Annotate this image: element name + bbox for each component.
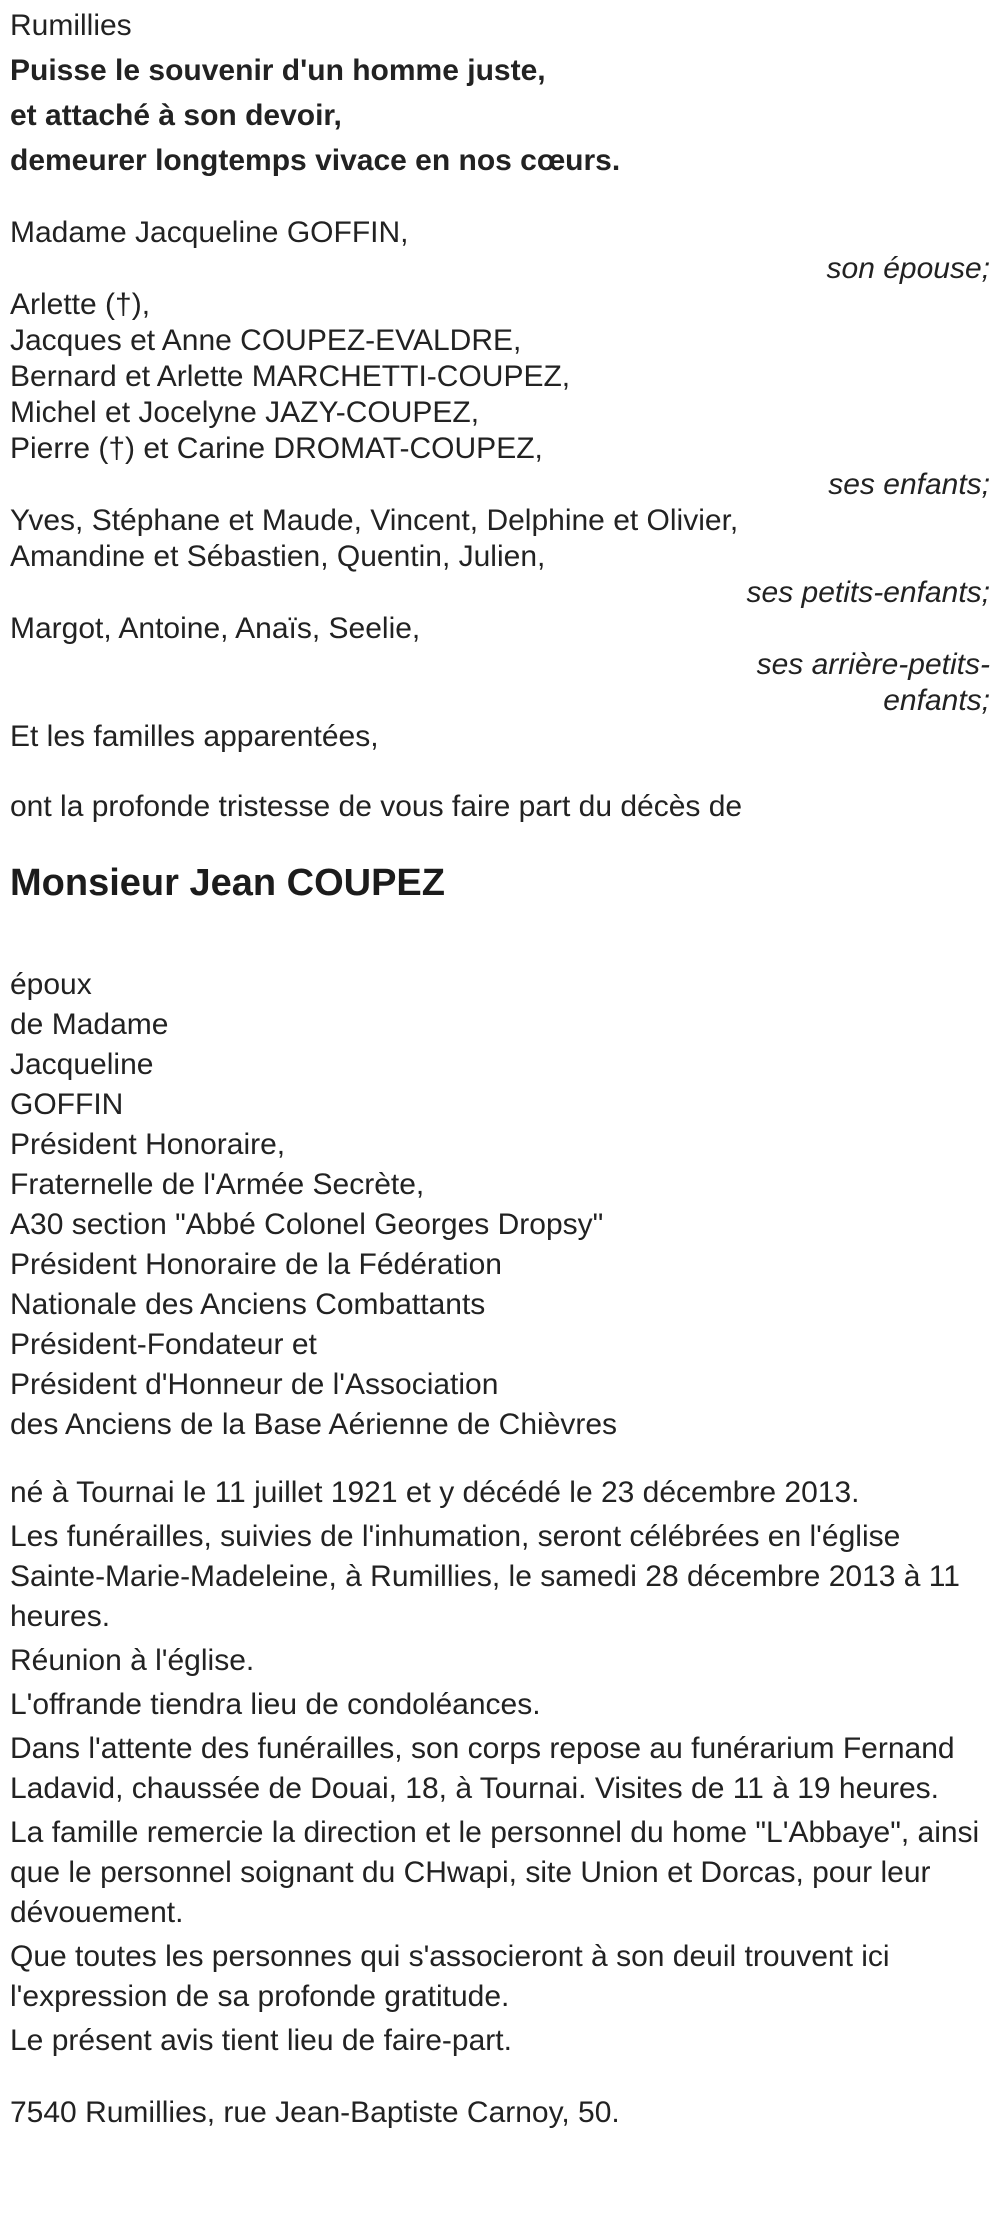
relation-label: ses arrière-petits-enfants; [756, 648, 990, 717]
family-names [10, 287, 990, 467]
title-line: Président Honoraire, [10, 1128, 286, 1161]
title-line: époux [10, 968, 92, 1001]
title-line: des Anciens de la Base Aérienne de Chièvres [10, 1408, 618, 1441]
epitaph-line: demeurer longtemps vivace en nos cœurs. [10, 144, 621, 177]
family-name-line: Margot, Antoine, Anaïs, Seelie, [10, 612, 421, 645]
title-line: A30 section "Abbé Colonel Georges Dropsy" [10, 1208, 604, 1241]
family-name-line: Yves, Stéphane et Maude, Vincent, Delphine et Olivier, [10, 504, 739, 537]
notice-paragraph: né à Tournai le 11 juillet 1921 et y décédé le 23 décembre 2013. [10, 1476, 860, 1509]
title-line: Nationale des Anciens Combattants [10, 1288, 486, 1321]
epitaph-line: Puisse le souvenir d'un homme juste, [10, 54, 546, 87]
family-name-line: Jacques et Anne COUPEZ-EVALDRE, [10, 324, 522, 357]
title-line: Président-Fondateur et [10, 1328, 317, 1361]
title-line: Fraternelle de l'Armée Secrète, [10, 1168, 425, 1201]
notice-paragraph: L'offrande tiendra lieu de condoléances. [10, 1688, 541, 1721]
family-name-line: Amandine et Sébastien, Quentin, Julien, [10, 540, 546, 573]
title-line: Président d'Honneur de l'Association [10, 1368, 499, 1401]
family-name-line: Madame Jacqueline GOFFIN, [10, 216, 409, 249]
family-names [10, 611, 990, 647]
epitaph [10, 51, 990, 181]
address-line: 7540 Rumillies, rue Jean-Baptiste Carnoy, 50. [10, 2096, 620, 2129]
announcement-line: ont la profonde tristesse de vous faire part du décès de [10, 790, 743, 823]
family-name-line: Bernard et Arlette MARCHETTI-COUPEZ, [10, 360, 571, 393]
title-line: Président Honoraire de la Fédération [10, 1248, 502, 1281]
notice-paragraph: La famille remercie la direction et le personnel du home "L'Abbaye", ainsi que le personnel soignant du CHwapi, site Union et Dorcas, pour leur dévouement. [10, 1816, 980, 1929]
notice-paragraph: Dans l'attente des funérailles, son corps repose au funérarium Fernand Ladavid, chaussée de Douai, 18, à Tournai. Visites de 11 à 19 heures. [10, 1732, 955, 1805]
title-line: GOFFIN [10, 1088, 124, 1121]
relation-label: son épouse; [826, 252, 990, 285]
epitaph-line: et attaché à son devoir, [10, 99, 342, 132]
family-names [10, 503, 990, 575]
notice-paragraphs [10, 1473, 990, 2061]
related-families-line: Et les familles apparentées, [10, 720, 379, 753]
family-group [10, 503, 990, 611]
notice-paragraph: Le présent avis tient lieu de faire-part. [10, 2024, 512, 2057]
relation-label: ses enfants; [828, 468, 990, 501]
family-group [10, 287, 990, 503]
title-line: de Madame [10, 1008, 169, 1041]
family-name-line: Pierre (†) et Carine DROMAT-COUPEZ, [10, 432, 543, 465]
notice-paragraph: Réunion à l'église. [10, 1644, 255, 1677]
family-group [10, 611, 990, 719]
family-name-line: Michel et Jocelyne JAZY-COUPEZ, [10, 396, 480, 429]
family-group [10, 215, 990, 287]
notice-paragraph: Que toutes les personnes qui s'associeront à son deuil trouvent ici l'expression de sa profonde gratitude. [10, 1940, 890, 2013]
deceased-name: Monsieur Jean COUPEZ [10, 862, 445, 904]
notice-paragraph: Les funérailles, suivies de l'inhumation, seront célébrées en l'église Sainte-Marie-Madeleine, à Rumillies, le samedi 28 décembre 2013 à 11 heures. [10, 1520, 960, 1633]
family-names [10, 215, 990, 251]
location: Rumillies [10, 9, 132, 42]
titles-block [10, 965, 990, 1445]
title-line: Jacqueline [10, 1048, 154, 1081]
family-list [10, 215, 990, 719]
relation-label: ses petits-enfants; [746, 576, 990, 609]
family-name-line: Arlette (†), [10, 288, 151, 321]
